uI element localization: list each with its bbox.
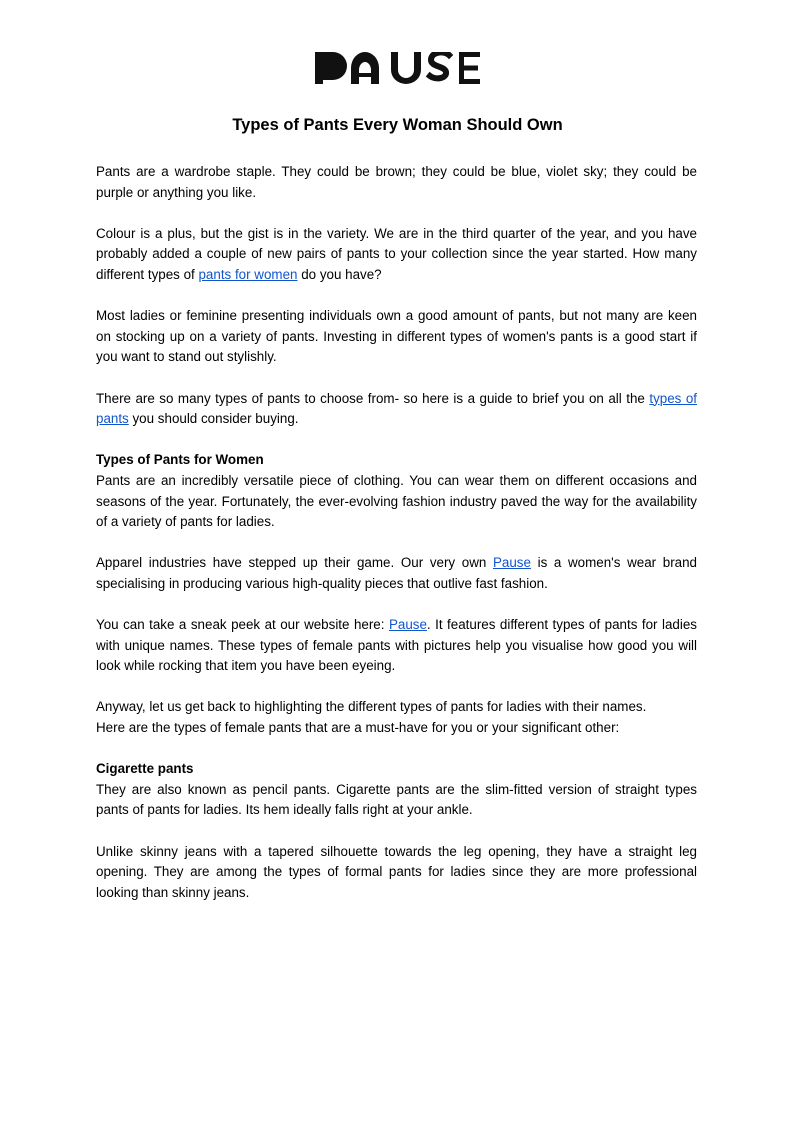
document-title: Types of Pants Every Woman Should Own xyxy=(232,116,563,134)
section2-paragraph-1: They are also known as pencil pants. Cigarette pants are the slim-fitted version of straight types pants of pants for ladies. Its hem ideally falls right at your ankle. xyxy=(96,781,697,818)
section-heading-cigarette-pants: Cigarette pants xyxy=(96,761,194,777)
intro-paragraph-2: Colour is a plus, but the gist is in the variety. We are in the third quarter of the year, and you have probably added a couple of new pairs of pants to your collection since the year started. How many different types of pants for women do you have? xyxy=(96,225,697,282)
section1-paragraph-2: Apparel industries have stepped up their game. Our very own Pause is a women's wear brand specialising in producing various high-quality pieces that outlive fast fashion. xyxy=(96,555,697,591)
section-heading-types-of-pants: Types of Pants for Women xyxy=(96,452,264,468)
intro-paragraph-1: Pants are a wardrobe staple. They could be brown; they could be blue, violet sky; they could be purple or anything you like. xyxy=(96,164,697,200)
intro-paragraph-4: There are so many types of pants to choose from- so here is a guide to brief you on all the types of pants you should consider buying. xyxy=(96,390,697,427)
section1-paragraph-3: You can take a sneak peek at our website here: Pause. It features different types of pants for ladies with unique names. These types of female pants with pictures help you visualise how good you will look while rocking that item you have been eyeing. xyxy=(96,617,697,674)
section1-paragraph-1: Pants are an incredibly versatile piece of clothing. You can wear them on different occasions and seasons of the year. Fortunately, the ever-evolving fashion industry paved the way for the availability of a variety of pants for ladies. xyxy=(96,472,697,530)
pause-logo xyxy=(315,52,480,84)
pants-for-women-link[interactable]: pants for women xyxy=(198,266,298,282)
intro-paragraph-3: Most ladies or feminine presenting individuals own a good amount of pants, but not many are keen on stocking up on a variety of pants. Investing in different types of women's pants is a good start if you want to stand out stylishly. xyxy=(96,308,697,365)
pause-brand-link[interactable]: Pause xyxy=(492,555,531,571)
section2-paragraph-2: Unlike skinny jeans with a tapered silhouette towards the leg opening, they have a straight leg opening. They are among the types of formal pants for ladies since they are more professional looking than skinny jeans. xyxy=(96,843,697,900)
pause-website-link[interactable]: Pause xyxy=(388,617,427,633)
section1-paragraph-4-line-2: Here are the types of female pants that are a must-have for you or your significant other: xyxy=(96,720,620,736)
document-body xyxy=(96,162,697,924)
types-of-pants-link[interactable]: types of pants xyxy=(96,390,697,427)
section1-paragraph-4-line-1: Anyway, let us get back to highlighting the different types of pants for ladies with their names. xyxy=(96,699,647,715)
